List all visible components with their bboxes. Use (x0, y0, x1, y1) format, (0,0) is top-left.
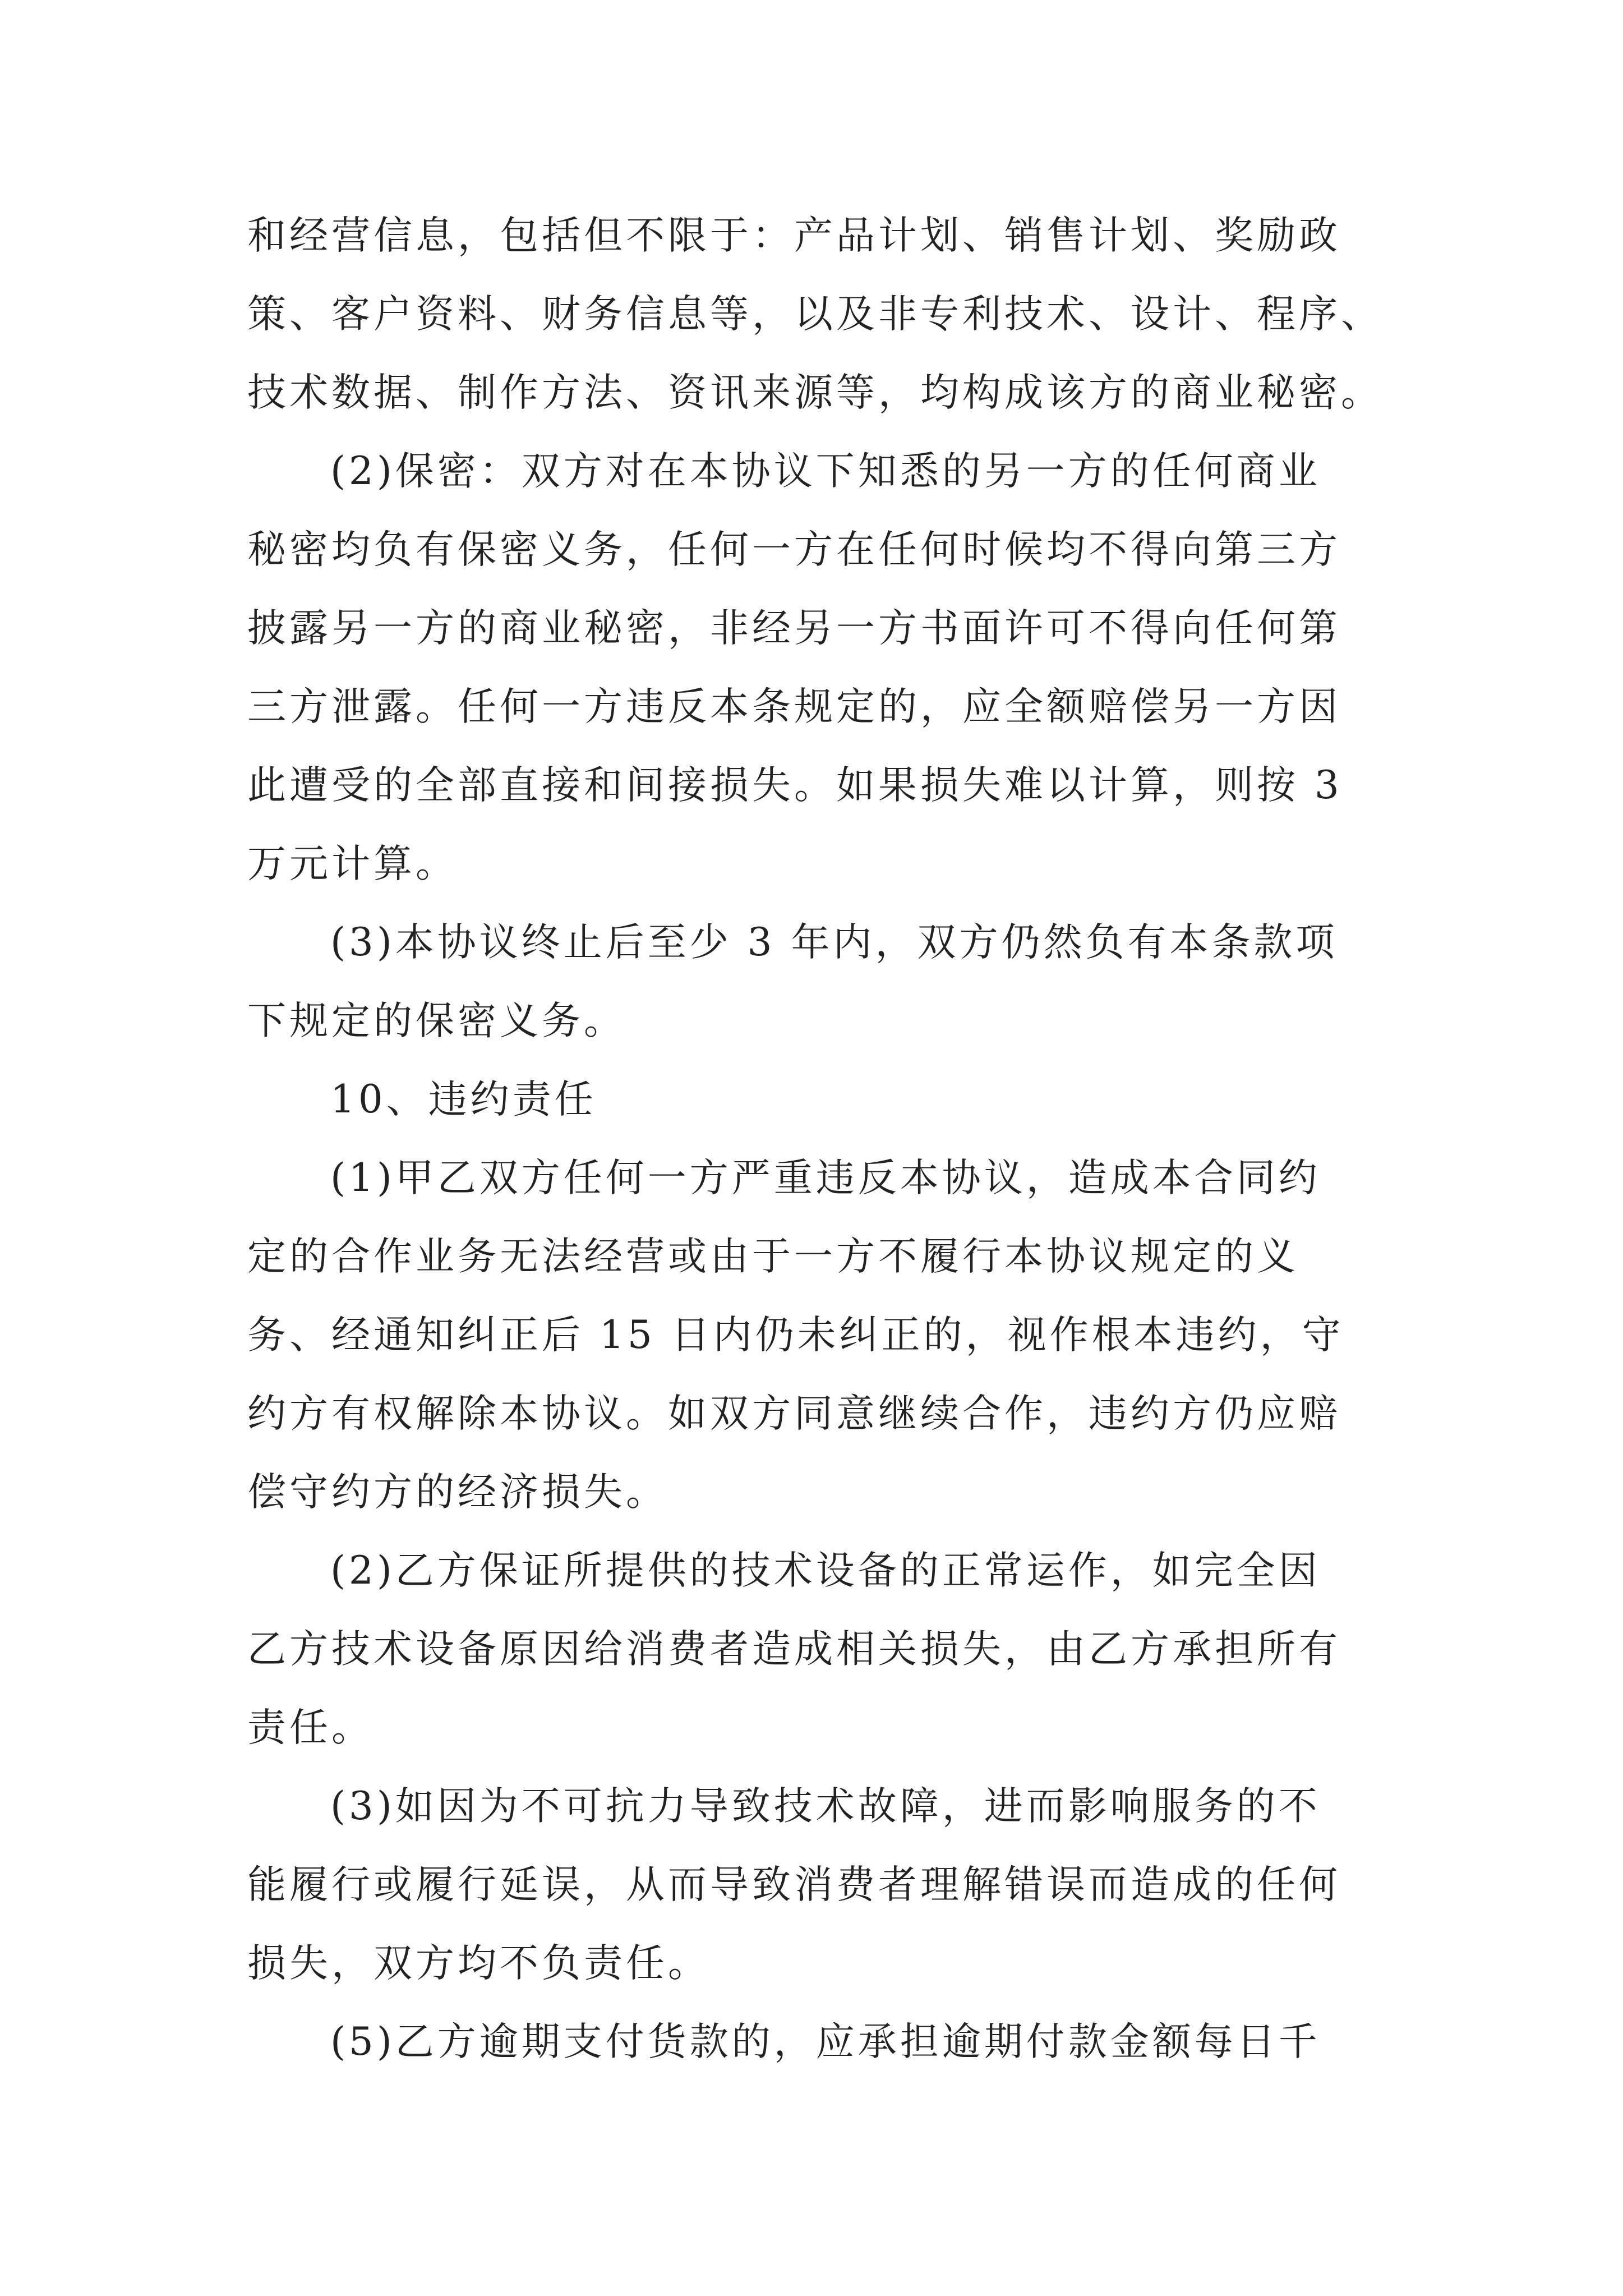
text-line: 策、客户资料、财务信息等，以及非专利技术、设计、程序、 (247, 292, 1383, 337)
text-line: 下规定的保密义务。 (247, 999, 626, 1043)
text-line: 约方有权解除本协议。如双方同意继续合作，违约方仍应赔 (247, 1391, 1341, 1436)
paragraph-confidentiality (247, 432, 1386, 903)
text-line: 和经营信息，包括但不限于：产品计划、销售计划、奖励政 (247, 213, 1341, 258)
paragraph-post-termination (247, 903, 1386, 1060)
text-line: (1)甲乙双方任何一方严重违反本协议，造成本合同约 (330, 1156, 1321, 1200)
text-line: 责任。 (247, 1705, 374, 1750)
text-line: (3)本协议终止后至少 3 年内，双方仍然负有本条款项 (330, 920, 1338, 965)
text-line: (2)保密：双方对在本协议下知悉的另一方的任何商业 (330, 449, 1321, 494)
text-line: 偿守约方的经济损失。 (247, 1470, 668, 1515)
paragraph-late-payment (247, 2003, 1386, 2081)
text-line: 秘密均负有保密义务，任何一方在任何时候均不得向第三方 (247, 527, 1341, 572)
text-line: 披露另一方的商业秘密，非经另一方书面许可不得向任何第 (247, 606, 1341, 651)
text-line: (5)乙方逾期支付货款的，应承担逾期付款金额每日千 (330, 2019, 1321, 2064)
text-line: (3)如因为不可抗力导致技术故障，进而影响服务的不 (330, 1784, 1321, 1829)
text-line: 此遭受的全部直接和间接损失。如果损失难以计算，则按 3 (247, 763, 1343, 808)
document-body (247, 196, 1386, 2081)
text-line: 务、经通知纠正后 15 日内仍未纠正的，视作根本违约，守 (247, 1313, 1344, 1358)
text-line: 三方泄露。任何一方违反本条规定的，应全额赔偿另一方因 (247, 684, 1341, 729)
text-line: 定的合作业务无法经营或由于一方不履行本协议规定的义 (247, 1234, 1299, 1279)
text-line: 技术数据、制作方法、资讯来源等，均构成该方的商业秘密。 (247, 370, 1383, 415)
text-line: 乙方技术设备原因给消费者造成相关损失，由乙方承担所有 (247, 1627, 1341, 1672)
text-line: 万元计算。 (247, 841, 458, 886)
paragraph-business-info (247, 196, 1386, 432)
section-heading-liability (247, 1060, 1386, 1139)
text-line: (2)乙方保证所提供的技术设备的正常运作，如完全因 (330, 1548, 1321, 1593)
text-line: 损失，双方均不负责任。 (247, 1941, 710, 1986)
text-line: 能履行或履行延误，从而导致消费者理解错误而造成的任何 (247, 1862, 1341, 1907)
section-heading: 10、违约责任 (330, 1077, 597, 1122)
paragraph-force-majeure (247, 1767, 1386, 2003)
paragraph-breach (247, 1139, 1386, 1531)
paragraph-equipment (247, 1531, 1386, 1767)
